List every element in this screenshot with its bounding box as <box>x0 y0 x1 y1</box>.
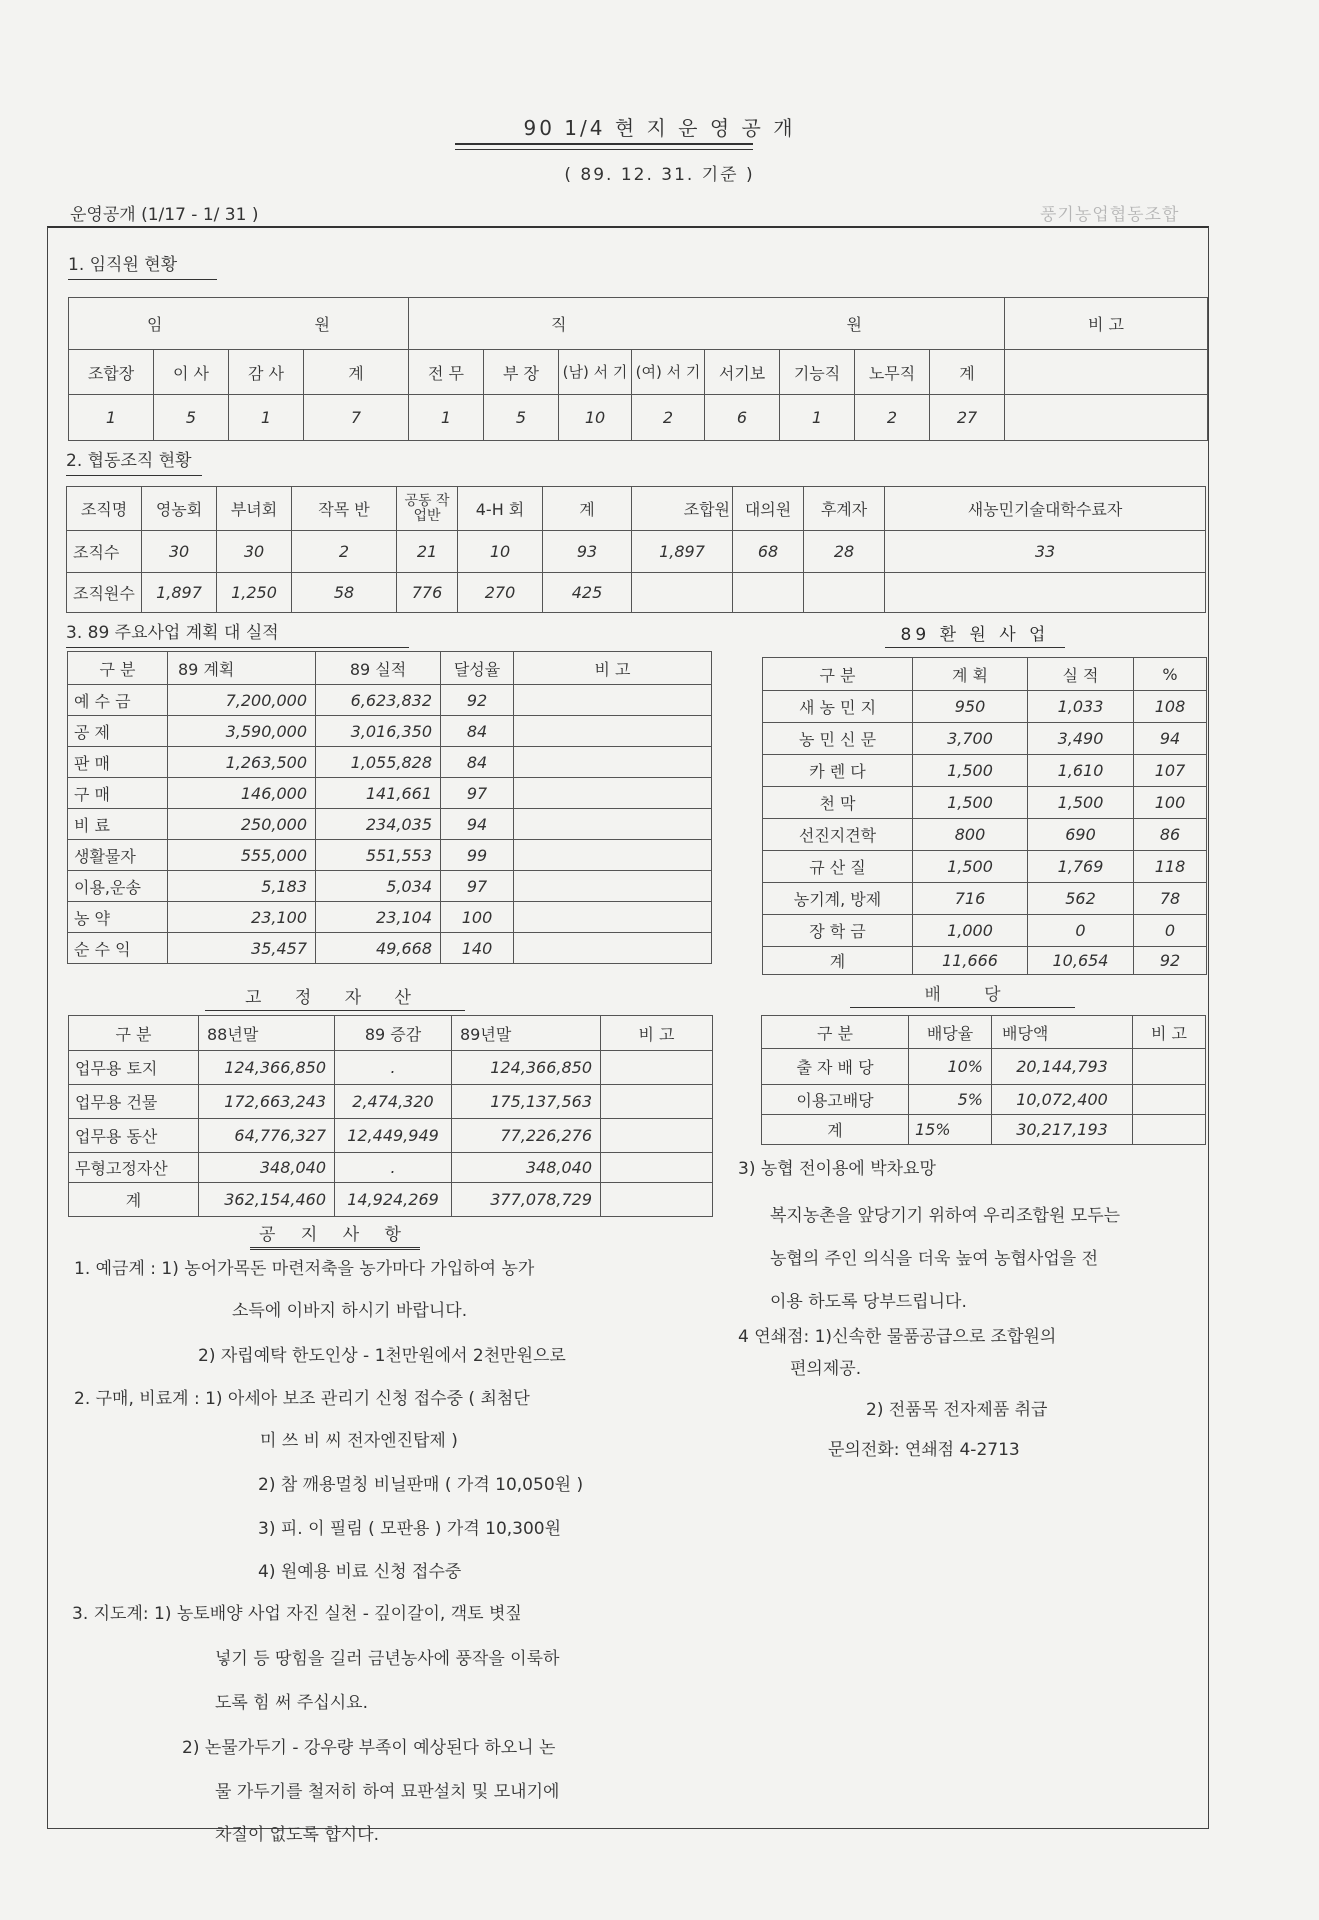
val-dept-head: 5 <box>484 395 559 441</box>
org-count-farmers: 30 <box>142 531 217 573</box>
officers-group-header <box>69 298 409 350</box>
col-womens-assoc: 부녀회 <box>217 487 292 531</box>
row-label: 비 료 <box>68 809 168 840</box>
col-chairman: 조합장 <box>69 350 154 395</box>
plan-value: 950 <box>913 691 1028 723</box>
val-assistant-clerk: 6 <box>705 395 780 441</box>
rate-value: 15% <box>909 1115 992 1145</box>
col-org-total: 계 <box>543 487 632 531</box>
change-value: . <box>335 1153 452 1183</box>
row-label: 농 민 신 문 <box>763 723 913 755</box>
refund-row <box>763 755 1207 787</box>
col-clerk-male: (남) 서 기 <box>559 350 632 395</box>
row-label: 장 학 금 <box>763 915 913 947</box>
note-value <box>514 933 712 964</box>
val-employee-total: 27 <box>930 395 1005 441</box>
dividend-row <box>762 1085 1206 1115</box>
actual-value: 3,490 <box>1028 723 1134 755</box>
org-member-4h: 270 <box>458 573 543 613</box>
col-clerk-female: (여) 서 기 <box>632 350 705 395</box>
org-member-womens: 1,250 <box>217 573 292 613</box>
remarks-header: 비 고 <box>1005 298 1208 350</box>
plan-value: 146,000 <box>168 778 316 809</box>
col-actual: 실 적 <box>1028 658 1134 691</box>
org-member-label: 조직원수 <box>67 573 142 613</box>
plan-row <box>68 778 712 809</box>
col-end-89: 89년말 <box>452 1016 601 1051</box>
org-count-4h: 10 <box>458 531 543 573</box>
plan-value: 800 <box>913 819 1028 851</box>
val-remarks <box>1005 395 1208 441</box>
pct-value: 100 <box>1134 787 1207 819</box>
col-achievement-rate: 달성율 <box>441 652 514 685</box>
note-value <box>514 809 712 840</box>
col-change-89: 89 증감 <box>335 1016 452 1051</box>
val-clerk-male: 10 <box>559 395 632 441</box>
val-technical: 1 <box>780 395 855 441</box>
fixed-assets-table <box>68 1015 713 1217</box>
col-managing-director: 전 무 <box>409 350 484 395</box>
change-value: . <box>335 1051 452 1085</box>
rate-value: 99 <box>441 840 514 871</box>
row-label: 천 막 <box>763 787 913 819</box>
row-label: 무형고정자산 <box>69 1153 199 1183</box>
notice-line: 물 가두기를 철저히 하여 묘판설치 및 모내기에 <box>215 1782 560 1802</box>
amount-value: 20,144,793 <box>992 1049 1133 1085</box>
notice-line: 3) 피. 이 필림 ( 모판용 ) 가격 10,300원 <box>258 1519 562 1539</box>
rate-value: 94 <box>441 809 514 840</box>
org-member-farmers: 1,897 <box>142 573 217 613</box>
org-count-total: 93 <box>543 531 632 573</box>
notice-line: 1. 예금계 : 1) 농어가목돈 마련저축을 농가마다 가입하여 농가 <box>74 1259 535 1279</box>
refund-program-table <box>762 657 1207 975</box>
disclosure-period: 운영공개 (1/17 - 1/ 31 ) <box>70 205 259 225</box>
plan-row <box>68 902 712 933</box>
org-member-successors <box>804 573 885 613</box>
dividend-table <box>761 1015 1206 1145</box>
plan-row <box>68 871 712 902</box>
note-value <box>1133 1115 1206 1145</box>
row-label: 새 농 민 지 <box>763 691 913 723</box>
actual-value: 6,623,832 <box>316 685 441 716</box>
row-label: 순 수 익 <box>68 933 168 964</box>
col-remarks: 비 고 <box>514 652 712 685</box>
dividend-total-row <box>762 1115 1206 1145</box>
row-label: 카 렌 다 <box>763 755 913 787</box>
col-category: 구 분 <box>68 652 168 685</box>
col-category: 구 분 <box>763 658 913 691</box>
row-label: 구 매 <box>68 778 168 809</box>
org-member-delegates <box>733 573 804 613</box>
assets-row <box>69 1051 713 1085</box>
plan-value: 3,590,000 <box>168 716 316 747</box>
amount-value: 30,217,193 <box>992 1115 1133 1145</box>
y89-value: 175,137,563 <box>452 1085 601 1119</box>
note-value <box>514 871 712 902</box>
plan-value: 23,100 <box>168 902 316 933</box>
note-value <box>1133 1085 1206 1115</box>
plan-value: 1,500 <box>913 787 1028 819</box>
val-directors: 5 <box>154 395 229 441</box>
col-employee-total: 계 <box>930 350 1005 395</box>
note-value <box>514 840 712 871</box>
note-value <box>514 902 712 933</box>
row-label: 출 자 배 당 <box>762 1049 909 1085</box>
row-label: 업무용 토지 <box>69 1051 199 1085</box>
y88-value: 124,366,850 <box>199 1051 335 1085</box>
refund-row <box>763 723 1207 755</box>
col-farmers-assoc: 영농회 <box>142 487 217 531</box>
row-label: 업무용 동산 <box>69 1119 199 1153</box>
plan-value: 555,000 <box>168 840 316 871</box>
note-value <box>1133 1049 1206 1085</box>
refund-row <box>763 691 1207 723</box>
notice-line: 복지농촌을 앞당기기 위하여 우리조합원 모두는 <box>770 1206 1121 1226</box>
actual-value: 23,104 <box>316 902 441 933</box>
note-value <box>601 1153 713 1183</box>
pct-value: 118 <box>1134 851 1207 883</box>
rate-value: 97 <box>441 778 514 809</box>
notices-title: 공 지 사 항 <box>250 1220 420 1250</box>
col-dividend-rate: 배당율 <box>909 1016 992 1049</box>
rate-value: 84 <box>441 716 514 747</box>
col-plan: 계 획 <box>913 658 1028 691</box>
row-label: 업무용 건물 <box>69 1085 199 1119</box>
y88-value: 172,663,243 <box>199 1085 335 1119</box>
col-4h-club: 4-H 회 <box>458 487 543 531</box>
rate-value: 92 <box>441 685 514 716</box>
row-label: 공 제 <box>68 716 168 747</box>
col-members: 조합원 <box>632 487 733 531</box>
org-member-crop: 58 <box>292 573 397 613</box>
row-label: 예 수 금 <box>68 685 168 716</box>
officers-header-char2: 원 <box>314 315 330 334</box>
row-label: 농기계, 방제 <box>763 883 913 915</box>
notice-line: 4) 원예용 비료 신청 접수중 <box>258 1562 462 1582</box>
col-auditors: 감 사 <box>229 350 304 395</box>
notice-line: 2. 구매, 비료계 : 1) 아세아 보조 관리기 신청 접수중 ( 최첨단 <box>74 1389 530 1409</box>
col-technical: 기능직 <box>780 350 855 395</box>
notice-line: 편의제공. <box>790 1359 862 1379</box>
change-value: 12,449,949 <box>335 1119 452 1153</box>
col-dept-head: 부 장 <box>484 350 559 395</box>
col-dividend-amount: 배당액 <box>992 1016 1133 1049</box>
title-underline-2 <box>455 149 753 150</box>
y88-value: 362,154,460 <box>199 1183 335 1217</box>
plan-value: 716 <box>913 883 1028 915</box>
org-count-womens: 30 <box>217 531 292 573</box>
plan-value: 1,500 <box>913 851 1028 883</box>
org-column-row <box>67 487 1206 531</box>
pct-value: 0 <box>1134 915 1207 947</box>
plan-header-row <box>68 652 712 685</box>
document-subtitle: ( 89. 12. 31. 기준 ) <box>564 165 755 185</box>
note-value <box>514 747 712 778</box>
rate-value: 140 <box>441 933 514 964</box>
rate-value: 10% <box>909 1049 992 1085</box>
note-value <box>601 1085 713 1119</box>
col-end-88: 88년말 <box>199 1016 335 1051</box>
plan-value: 1,000 <box>913 915 1028 947</box>
dividend-row <box>762 1049 1206 1085</box>
notice-line: 3) 농협 전이용에 박차요망 <box>738 1159 936 1179</box>
notice-line: 2) 참 깨용멀칭 비닐판매 ( 가격 10,050원 ) <box>258 1475 584 1495</box>
notice-line: 문의전화: 연쇄점 4-2713 <box>828 1440 1020 1460</box>
assets-row <box>69 1153 713 1183</box>
val-chairman: 1 <box>69 395 154 441</box>
refund-row <box>763 819 1207 851</box>
actual-value: 141,661 <box>316 778 441 809</box>
actual-value: 3,016,350 <box>316 716 441 747</box>
notice-line: 차질이 없도록 합시다. <box>215 1825 380 1845</box>
plan-value: 1,500 <box>913 755 1028 787</box>
section2-title <box>66 446 202 471</box>
org-count-row <box>67 531 1206 573</box>
col-category: 구 분 <box>762 1016 909 1049</box>
col-delegates: 대의원 <box>733 487 804 531</box>
dividend-header-row <box>762 1016 1206 1049</box>
plan-value: 7,200,000 <box>168 685 316 716</box>
actual-value: 1,033 <box>1028 691 1134 723</box>
plan-value: 35,457 <box>168 933 316 964</box>
col-assistant-clerk: 서기보 <box>705 350 780 395</box>
val-managing-director: 1 <box>409 395 484 441</box>
plan-vs-actual-table <box>67 651 712 964</box>
org-count-members: 1,897 <box>632 531 733 573</box>
val-clerk-female: 2 <box>632 395 705 441</box>
note-value <box>601 1183 713 1217</box>
col-successors: 후계자 <box>804 487 885 531</box>
cooperative-org-table <box>66 486 1206 613</box>
section1-title <box>68 250 217 275</box>
org-count-label: 조직수 <box>67 531 142 573</box>
section3-title <box>66 618 409 643</box>
notice-line: 도록 힘 써 주십시요. <box>215 1693 368 1713</box>
col-category: 구 분 <box>69 1016 199 1051</box>
row-label: 판 매 <box>68 747 168 778</box>
notice-line: 소득에 이바지 하시기 바랍니다. <box>232 1301 468 1321</box>
actual-value: 0 <box>1028 915 1134 947</box>
section3-title-text: 3. 89 주요사업 계획 대 실적 <box>66 623 409 648</box>
staff-table <box>68 297 1208 441</box>
staff-column-row <box>69 350 1208 395</box>
row-label: 계 <box>763 947 913 975</box>
officers-header-char1: 임 <box>147 315 163 334</box>
pct-value: 92 <box>1134 947 1207 975</box>
col-percent: % <box>1134 658 1207 691</box>
employees-group-header <box>409 298 1005 350</box>
notice-line: 이용 하도록 당부드립니다. <box>770 1292 967 1312</box>
actual-value: 10,654 <box>1028 947 1134 975</box>
notice-line: 4 연쇄점: 1)신속한 물품공급으로 조합원의 <box>738 1327 1057 1347</box>
plan-value: 11,666 <box>913 947 1028 975</box>
refund-header-row <box>763 658 1207 691</box>
col-89-plan: 89 계획 <box>168 652 316 685</box>
actual-value: 49,668 <box>316 933 441 964</box>
refund-total-row <box>763 947 1207 975</box>
rate-value: 84 <box>441 747 514 778</box>
plan-row <box>68 933 712 964</box>
plan-row <box>68 716 712 747</box>
org-member-row <box>67 573 1206 613</box>
y89-value: 348,040 <box>452 1153 601 1183</box>
notice-line: 2) 논물가두기 - 강우량 부족이 예상된다 하오니 논 <box>182 1738 556 1758</box>
refund-title: 89 환 원 사 업 <box>885 620 1065 648</box>
assets-row <box>69 1085 713 1119</box>
y88-value: 348,040 <box>199 1153 335 1183</box>
val-auditors: 1 <box>229 395 304 441</box>
org-count-joint: 21 <box>397 531 458 573</box>
y89-value: 124,366,850 <box>452 1051 601 1085</box>
notice-line: 미 쓰 비 씨 전자엔진탑제 ) <box>260 1431 458 1451</box>
col-tech-college-grads: 새농민기술대학수료자 <box>885 487 1206 531</box>
actual-value: 690 <box>1028 819 1134 851</box>
plan-value: 1,263,500 <box>168 747 316 778</box>
row-label: 이용,운송 <box>68 871 168 902</box>
col-remarks: 비 고 <box>601 1016 713 1051</box>
pct-value: 86 <box>1134 819 1207 851</box>
actual-value: 1,769 <box>1028 851 1134 883</box>
document-title: 90 1/4 현 지 운 영 공 개 <box>523 116 796 140</box>
title-underline <box>455 143 753 145</box>
plan-row <box>68 685 712 716</box>
pct-value: 107 <box>1134 755 1207 787</box>
col-joint-work-group: 공동 작업반 <box>397 487 458 531</box>
note-value <box>514 716 712 747</box>
row-label: 규 산 질 <box>763 851 913 883</box>
pct-value: 78 <box>1134 883 1207 915</box>
col-directors: 이 사 <box>154 350 229 395</box>
assets-row <box>69 1119 713 1153</box>
actual-value: 1,610 <box>1028 755 1134 787</box>
change-value: 14,924,269 <box>335 1183 452 1217</box>
row-label: 이용고배당 <box>762 1085 909 1115</box>
pct-value: 108 <box>1134 691 1207 723</box>
rate-value: 100 <box>441 902 514 933</box>
col-remarks <box>1005 350 1208 395</box>
org-member-members <box>632 573 733 613</box>
assets-header-row <box>69 1016 713 1051</box>
row-label: 농 약 <box>68 902 168 933</box>
notice-line: 넣기 등 땅힘을 길러 금년농사에 풍작을 이룩하 <box>215 1649 560 1669</box>
org-count-grads: 33 <box>885 531 1206 573</box>
section2-title-text: 2. 협동조직 현황 <box>66 451 202 476</box>
org-count-crop: 2 <box>292 531 397 573</box>
plan-row <box>68 809 712 840</box>
refund-row <box>763 883 1207 915</box>
org-member-grads <box>885 573 1206 613</box>
row-label: 계 <box>762 1115 909 1145</box>
actual-value: 1,500 <box>1028 787 1134 819</box>
actual-value: 562 <box>1028 883 1134 915</box>
change-value: 2,474,320 <box>335 1085 452 1119</box>
col-org-name: 조직명 <box>67 487 142 531</box>
plan-value: 3,700 <box>913 723 1028 755</box>
col-crop-group: 작목 반 <box>292 487 397 531</box>
notice-line: 3. 지도계: 1) 농토배양 사업 자진 실천 - 깊이갈이, 객토 볏짚 <box>72 1604 522 1624</box>
row-label: 선진지견학 <box>763 819 913 851</box>
val-officer-total: 7 <box>304 395 409 441</box>
note-value <box>601 1119 713 1153</box>
plan-value: 250,000 <box>168 809 316 840</box>
fixed-assets-title: 고 정 자 산 <box>205 983 465 1011</box>
dividend-title: 배 당 <box>850 980 1075 1008</box>
col-remarks: 비 고 <box>1133 1016 1206 1049</box>
assets-total-row <box>69 1183 713 1217</box>
row-label: 계 <box>69 1183 199 1217</box>
actual-value: 551,553 <box>316 840 441 871</box>
row-label: 생활물자 <box>68 840 168 871</box>
notice-line: 2) 자립예탁 한도인상 - 1천만원에서 2천만원으로 <box>198 1346 566 1366</box>
plan-row <box>68 840 712 871</box>
rate-value: 97 <box>441 871 514 902</box>
org-count-delegates: 68 <box>733 531 804 573</box>
y89-value: 377,078,729 <box>452 1183 601 1217</box>
note-value <box>514 685 712 716</box>
org-member-joint: 776 <box>397 573 458 613</box>
organization-stamp: 풍기농업협동조합 <box>1040 205 1180 225</box>
plan-row <box>68 747 712 778</box>
note-value <box>514 778 712 809</box>
plan-value: 5,183 <box>168 871 316 902</box>
notice-line: 농협의 주인 의식을 더욱 높여 농협사업을 전 <box>770 1249 1099 1269</box>
notice-line: 2) 전품목 전자제품 취급 <box>866 1400 1048 1420</box>
refund-row <box>763 787 1207 819</box>
employees-header-char2: 원 <box>846 315 862 334</box>
org-member-total: 425 <box>543 573 632 613</box>
col-labor: 노무직 <box>855 350 930 395</box>
actual-value: 1,055,828 <box>316 747 441 778</box>
actual-value: 5,034 <box>316 871 441 902</box>
employees-header-char1: 직 <box>551 315 567 334</box>
col-officer-total: 계 <box>304 350 409 395</box>
col-89-actual: 89 실적 <box>316 652 441 685</box>
amount-value: 10,072,400 <box>992 1085 1133 1115</box>
rate-value: 5% <box>909 1085 992 1115</box>
pct-value: 94 <box>1134 723 1207 755</box>
val-labor: 2 <box>855 395 930 441</box>
y88-value: 64,776,327 <box>199 1119 335 1153</box>
staff-group-header-row <box>69 298 1208 350</box>
section1-title-text: 1. 임직원 현황 <box>68 255 217 280</box>
actual-value: 234,035 <box>316 809 441 840</box>
org-count-successors: 28 <box>804 531 885 573</box>
y89-value: 77,226,276 <box>452 1119 601 1153</box>
note-value <box>601 1051 713 1085</box>
staff-values-row <box>69 395 1208 441</box>
refund-row <box>763 851 1207 883</box>
refund-row <box>763 915 1207 947</box>
